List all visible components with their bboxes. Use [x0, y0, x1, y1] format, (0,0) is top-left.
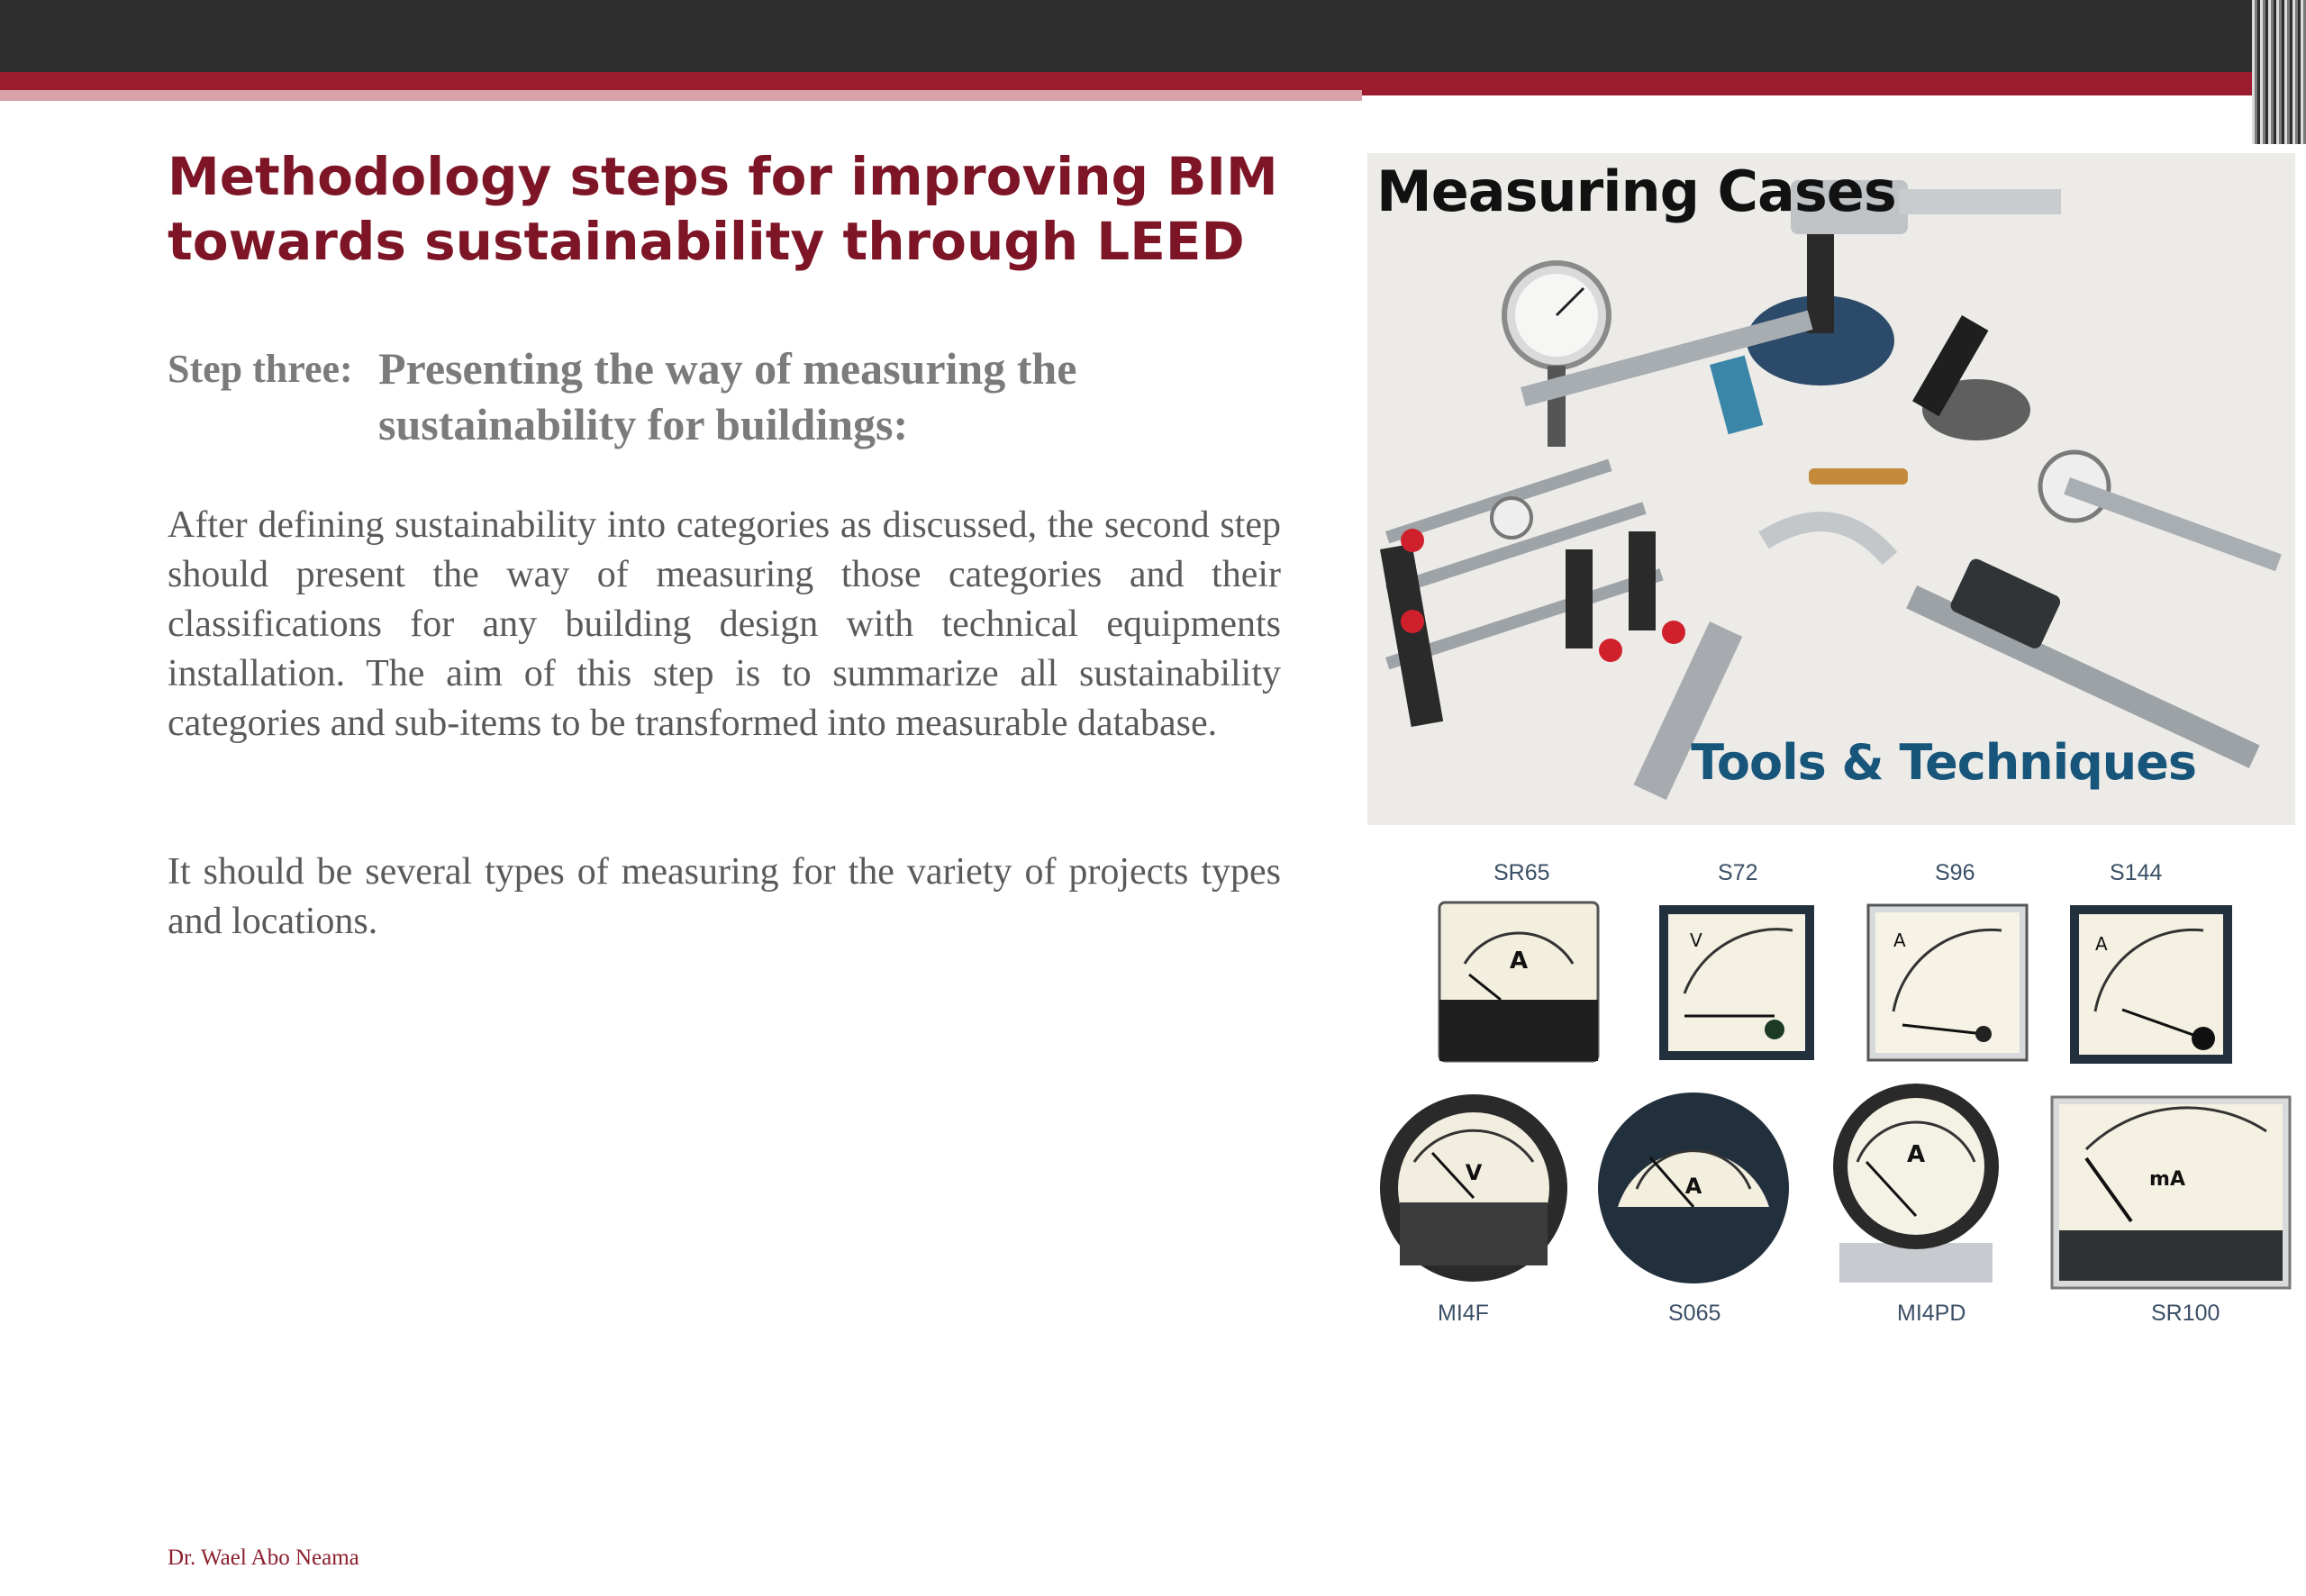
milliammeter-sr100: [2050, 1095, 2292, 1290]
meter-label-s96: S96: [1935, 860, 1975, 885]
meter-unit: V: [1465, 1160, 1483, 1185]
footer-author: Dr. Wael Abo Neama: [168, 1546, 359, 1570]
ammeter-s065: [1596, 1090, 1791, 1286]
measuring-tools-illustration: [1367, 153, 2295, 825]
meter-label-mi4f: MI4F: [1438, 1301, 1489, 1326]
meter-unit: A: [1893, 929, 1906, 951]
meter-label-sr100: SR100: [2151, 1301, 2220, 1326]
ammeter-s96: [1866, 903, 2029, 1062]
slide-title: Methodology steps for improving BIM towards sustainability through LEED: [168, 146, 1278, 272]
meter-unit: A: [1684, 1174, 1702, 1199]
ammeter-s144: [2068, 903, 2234, 1066]
meter-label-mi4pd: MI4PD: [1897, 1301, 1966, 1326]
ammeter-mi4pd: [1830, 1081, 2002, 1290]
meter-label-s144: S144: [2110, 860, 2163, 885]
meter-label-s065: S065: [1668, 1301, 1721, 1326]
meter-unit: A: [2095, 933, 2108, 955]
measuring-tools-photo: [1367, 153, 2295, 825]
photo-caption-bottom: Tools & Techniques: [1691, 734, 2196, 791]
meter-unit: A: [1906, 1141, 1926, 1168]
step-heading: Presenting the way of measuring the sustainability for buildings:: [378, 343, 1077, 449]
header-pink-line: [0, 90, 1362, 101]
photo-caption-top: Measuring Cases: [1376, 159, 1896, 224]
meter-unit: A: [1509, 948, 1529, 975]
voltmeter-mi4f: [1378, 1090, 1569, 1286]
meter-unit: V: [1690, 929, 1702, 951]
meter-unit: mA: [2149, 1168, 2185, 1191]
header-dark-bar: [0, 0, 2306, 72]
meter-label-sr65: SR65: [1493, 860, 1550, 885]
step-label: Step three:: [168, 347, 353, 391]
meter-label-s72: S72: [1718, 860, 1758, 885]
step-block: [168, 340, 1285, 452]
body-paragraph-2: It should be several types of measuring for the variety of projects types and locations.: [168, 851, 1281, 942]
ammeter-sr65: [1438, 901, 1600, 1063]
voltmeter-s72: [1657, 903, 1816, 1062]
body-paragraph-1: After defining sustainability into categories as discussed, the second step should present the way of measuring those categories and their classifications for any building design with technical equipments installation. The aim of this step is to summarize all sustainability categories and sub-items to be transformed into measurable database.: [168, 504, 1281, 744]
header-white-line: [1362, 113, 2137, 118]
header-stripes: [2252, 0, 2306, 144]
